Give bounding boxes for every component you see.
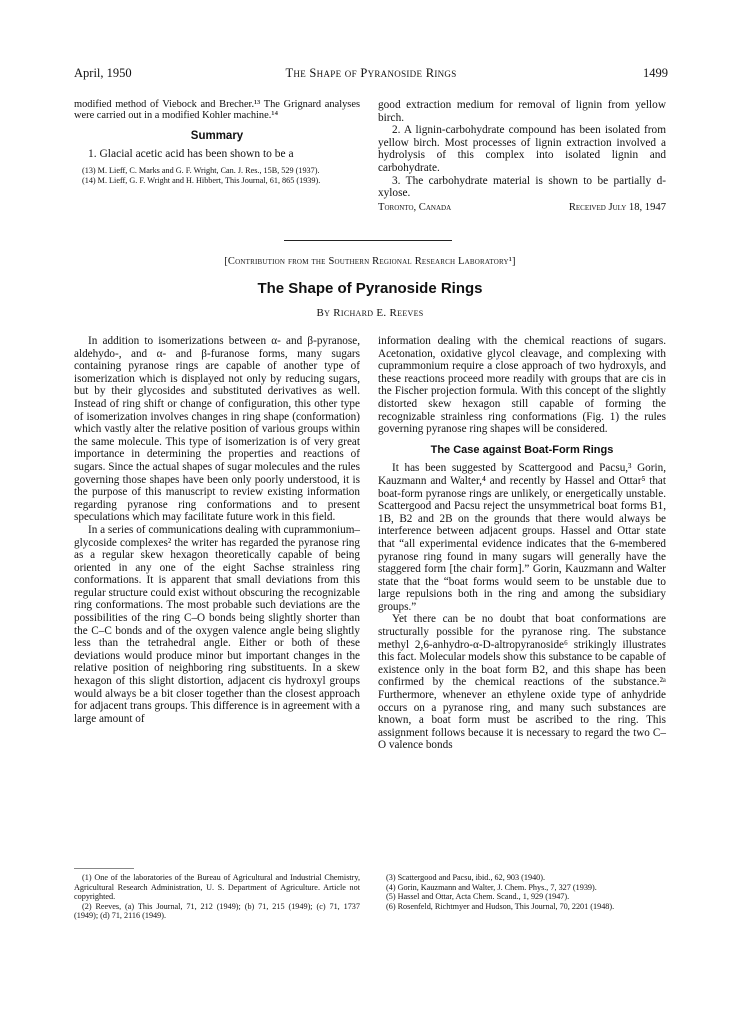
footnotes-right [378,873,666,911]
prev-article-right-column [378,99,666,214]
summary-item-1: 1. Glacial acetic acid has been shown to be a [88,148,294,161]
footnote-rule-left [74,868,134,869]
footnote-5: (5) Hassel and Ottar, Acta Chem. Scand., 1, 929 (1947). [386,892,570,902]
footnote-1: (1) One of the laboratories of the Bureau of Agricultural and Industrial Chemistry, Agricultural Research Administration, U. S. Department of Agriculture. Article not copyrighted. [74,873,360,902]
footnote-3: (3) Scattergood and Pacsu, ibid., 62, 903 (1940). [386,873,546,882]
signature-row [378,202,666,215]
prev-article-right-text: good extraction medium for removal of lignin from yellow birch. [378,99,666,124]
running-title: The Shape of Pyranoside Rings [285,66,457,80]
contribution-line: [Contribution from the Southern Regional Research Laboratory¹] [224,256,516,267]
prev-footnotes [74,166,360,185]
paragraph-1: In addition to isomerizations between α- and β-pyranose, aldehydo-, and α- and β-furanose forms, many sugars containing pyranose rings are capable of another type of isomerization which is displayed not only by reducing sugars, but by their glycosides and substituted derivatives as well. Instead of ring shift or change of configuration, this other type of isomerization involves changes in ring shape (conformation) which vastly alter the relative position of various groups within the same molecule. This type of isomerization is of very great importance in determining the properties and reactions of sugars. Since the actual shapes of sugar molecules and the rules governing those shapes have been only poorly understood, it is the purpose of this manuscript to review existing information regarding pyranose ring conformations and to present speculations which may facilitate future work in this field. [74,335,360,524]
paragraph-4: It has been suggested by Scattergood and Pacsu,³ Gorin, Kauzmann and Walter,⁴ and recently by Hassel and Ottar⁵ that boat-form pyranose rings are unlikely, or energetically unstable. Scattergood and Pacsu reject the unsymmetrical boat forms B1, 1B, B2 and 2B on the grounds that there would always be interference between adjacent groups. Hassel and Ottar state that “all experimental evidence indicates that the 6-membered pyranose ring found in many sugars will generally have the staggered form [the chair form].” Gorin, Kauzmann and Walter state that the “boat forms would seem to be unstable due to large repulsions both in the ring and among the subsidiary groups.” [378,462,666,613]
paragraph-5: Yet there can be no doubt that boat conformations are structurally possible for the pyranose ring. The substance methyl 2,6-anhydro-α-D-altropyranoside⁶ strikingly illustrates this fact. Molecular models show this substance to be capable of existence only in the boat form B2, and this shape has been confirmed by the chemical reactions of the substance.²ᵃ Furthermore, whenever an ethylene oxide type of anhydride occurs on a pyranose ring, and many such substances are known, a boat form must be ascribed to the ring. This assignment follows because it is necessary to regard the two C–O valence bonds [378,613,667,752]
prev-article-left-column [74,99,360,185]
footnotes-left [74,873,360,921]
footnote-6: (6) Rosenfeld, Richtmyer and Hudson, This Journal, 70, 2201 (1948). [386,901,615,911]
issue-date: April, 1950 [74,66,132,80]
footnote-14: (14) M. Lieff, G. F. Wright and H. Hibbert, This Journal, 61, 865 (1939). [82,175,321,185]
paragraph-2: In a series of communications dealing with cuprammonium–glycoside complexes² the writer has regarded the pyranose ring as a regular skew hexagon theoretically capable of being oriented in any one of the eight Sachse strainless ring conformations. It is apparent that small deviations from this regular structure could exist without obscuring the recognizable ring conformations. The most probable such deviations are the possibilities of the ring C–O bonds being slightly shorter than the C–C bonds and of the oxygen valence angle being slightly less than the tetrahedral angle. Either or both of these deviations would produce minor but important changes in the relative position of neighboring ring substituents. In a skew hexagon of this slight distortion, adjacent cis hydroxyl groups would always be a bit closer together than the closest approach for adjacent trans groups. This difference is in agreement with a large amount of [74,523,360,725]
author-location: Toronto, Canada [378,201,452,213]
article-separator [284,240,452,241]
paragraph-3: information dealing with the chemical reactions of sugars. Acetonation, oxidative glycol cleavage, and complexing with cuprammonium require a close approach of two hydroxyls, and these reactions proceed more readily with groups that are cis in the Fischer projection formula. With this concept of the slightly distorted skew hexagon still capable of forming the recognizable strainless ring conformations (Fig. 1) the rules governing pyranose ring shapes will be considered. [378,335,666,436]
page-number: 1499 [643,66,668,80]
section-heading: The Case against Boat-Form Rings [430,443,614,456]
article-left-column [74,335,360,725]
byline: By Richard E. Reeves [316,307,424,319]
running-head [74,66,668,82]
received-date: Received July 18, 1947 [568,201,666,213]
summary-item-2: 2. A lignin-carbohydrate compound has been isolated from yellow birch. Most processes of lignin extraction involved a hydrolysis of this complex into isolated lignin and carbohydrate. [378,124,666,174]
summary-item-3: 3. The carbohydrate material is shown to be partially d-xylose. [378,174,666,200]
footnote-13: (13) M. Lieff, C. Marks and G. F. Wright, Can. J. Res., 15B, 529 (1937). [82,166,320,175]
prev-article-text: modified method of Viebock and Brecher.¹³ The Grignard analyses were carried out in a modified Kohler machine.¹⁴ [74,99,360,122]
summary-heading: Summary [190,129,244,142]
article-title: The Shape of Pyranoside Rings [257,280,483,297]
article-right-column [378,335,666,752]
footnote-2: (2) Reeves, (a) This Journal, 71, 212 (1949); (b) 71, 215 (1949); (c) 71, 1737 (1949); (d) 71, 2116 (1949). [74,901,360,921]
footnote-4: (4) Gorin, Kauzmann and Walter, J. Chem. Phys., 7, 327 (1939). [386,882,597,892]
